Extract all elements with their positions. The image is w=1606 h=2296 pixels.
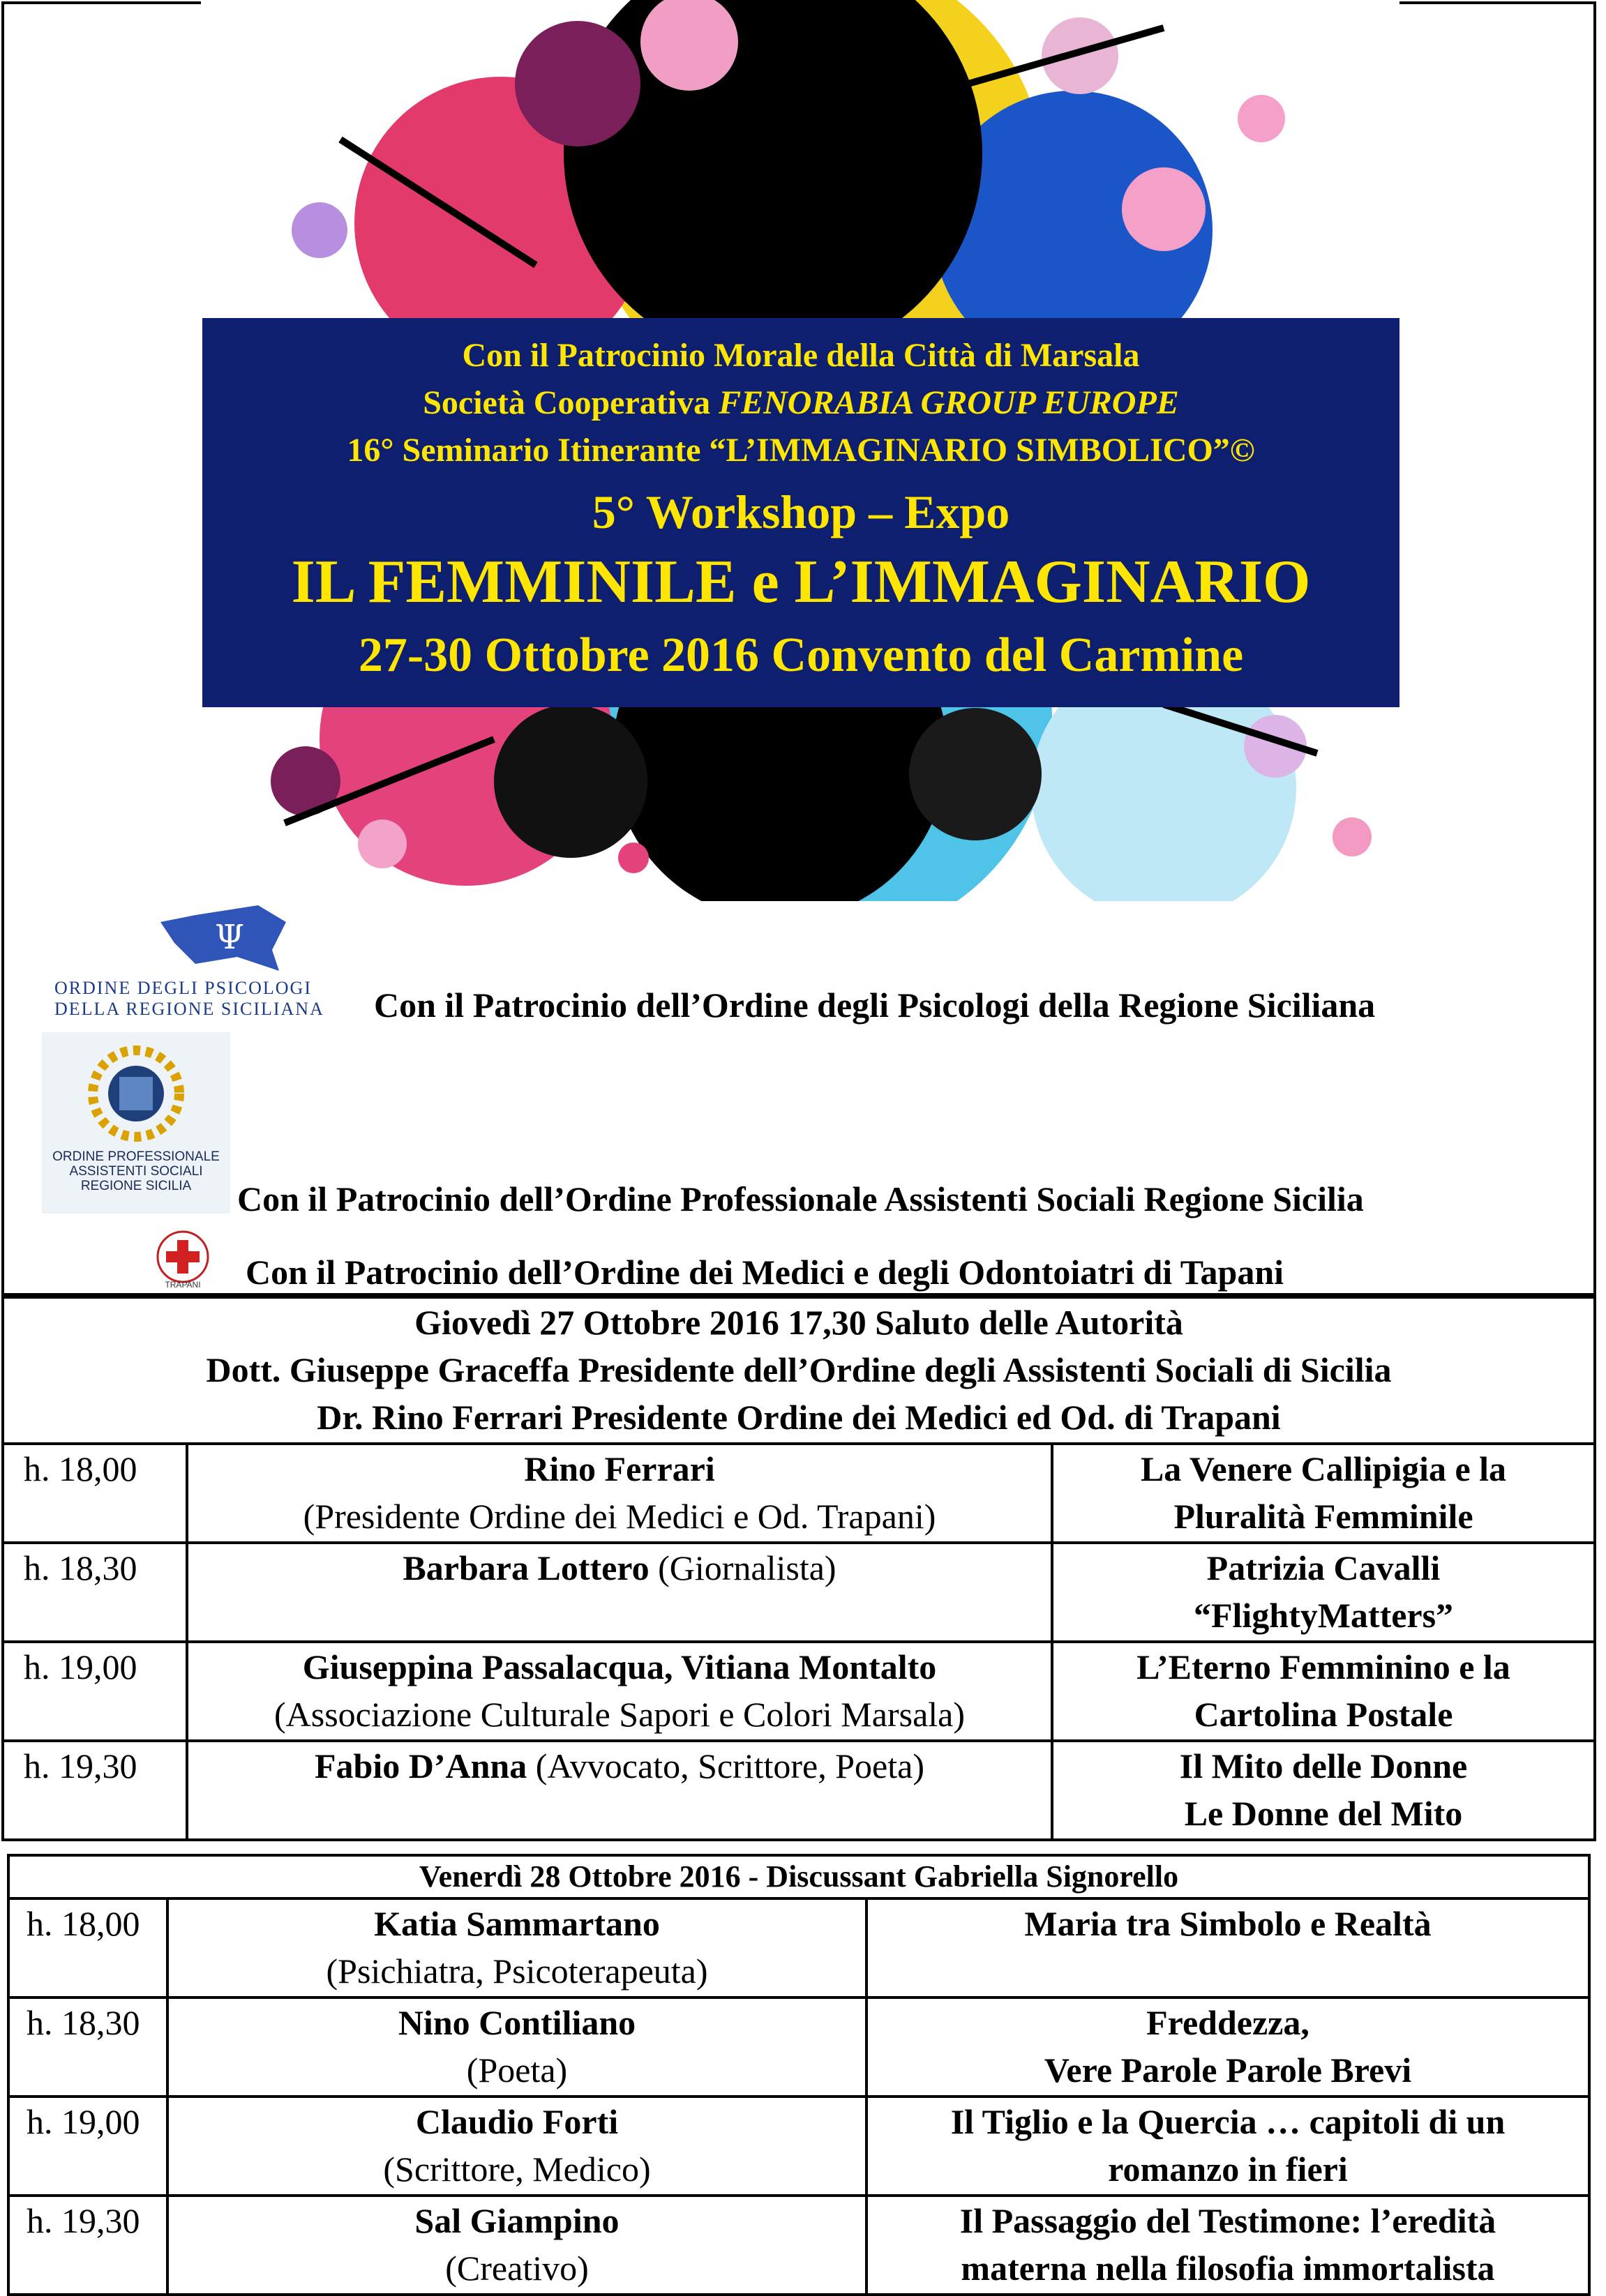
topic-cell: L’Eterno Femminino e la Cartolina Postale [1052,1642,1595,1741]
topic-cell: Maria tra Simbolo e Realtà [866,1898,1589,1997]
time-cell: h. 19,30 [8,2196,167,2295]
speaker-cell: Katia Sammartano (Psichiatra, Psicoterapeuta) [167,1898,866,1997]
day2-header: Venerdì 28 Ottobre 2016 - Discussant Gabriella Signorello [8,1855,1589,1898]
table-row [8,1898,1589,1997]
day1-header-graceffa: Dott. Giuseppe Graceffa Presidente dell’Ordine degli Assistenti Sociali di Sicilia [206,1350,1392,1389]
banner-title: IL FEMMINILE e L’IMMAGINARIO [291,548,1311,616]
time-cell: h. 18,00 [3,1444,187,1543]
speaker-cell: Claudio Forti (Scrittore, Medico) [167,2097,866,2196]
topic-cell: Freddezza, Vere Parole Parole Brevi [866,1997,1589,2097]
medical-cross-icon [152,1229,213,1290]
table-row [3,1444,1595,1543]
day2-schedule-table [7,1854,1591,2296]
banner-patronage-line: Con il Patrocinio Morale della Città di Marsala [462,337,1140,374]
table-row [3,1642,1595,1741]
table-row [8,1997,1589,2097]
table-row [3,1741,1595,1840]
table-row [3,1543,1595,1642]
day1-header-ferrari: Dr. Rino Ferrari Presidente Ordine dei Medici ed Od. di Trapani [317,1398,1281,1437]
patronage-psicologi: Con il Patrocinio dell’Ordine degli Psicologi della Regione Siciliana [374,985,1376,1025]
banner-cooperative-line: Società Cooperativa FENORABIA GROUP EUROPE [423,384,1179,421]
topic-cell: Il Mito delle Donne Le Donne del Mito [1052,1741,1595,1840]
banner-workshop-line: 5° Workshop – Expo [592,485,1010,538]
speaker-cell: Rino Ferrari (Presidente Ordine dei Medici e Od. Trapani) [187,1444,1052,1543]
svg-text:Ψ: Ψ [215,918,245,957]
sicily-psi-icon [153,901,293,978]
time-cell: h. 19,30 [3,1741,187,1840]
table-row [8,2097,1589,2196]
day1-header-date: Giovedì 27 Ottobre 2016 17,30 Saluto delle Autorità [414,1303,1183,1342]
banner-seminar-line: 16° Seminario Itinerante “L’IMMAGINARIO SIMBOLICO”© [347,432,1255,469]
time-cell: h. 19,00 [3,1642,187,1741]
assistenti-sociali-logo: ORDINE PROFESSIONALE ASSISTENTI SOCIALI REGIONE SICILIA [42,1032,230,1214]
patronage-medici: Con il Patrocinio dell’Ordine dei Medici e degli Odontoiatri di Tapani [246,1253,1284,1292]
topic-cell: Patrizia Cavalli “FlightyMatters” [1052,1543,1595,1642]
topic-cell: Il Passaggio del Testimone: l’eredità materna nella filosofia immortalista [866,2196,1589,2295]
time-cell: h. 19,00 [8,2097,167,2196]
speaker-cell: Barbara Lottero (Giornalista) [187,1543,1052,1642]
table-row [8,2196,1589,2295]
sunburst-icon [42,1032,230,1144]
day1-header-row [3,1297,1595,1444]
time-cell: h. 18,30 [3,1543,187,1642]
time-cell: h. 18,30 [8,1997,167,2097]
psicologi-logo: Ψ ORDINE DEGLI PSICOLOGI DELLA REGIONE SICILIANA [49,900,363,1025]
topic-cell: Il Tiglio e la Quercia … capitoli di un romanzo in fieri [866,2097,1589,2196]
banner-dates: 27-30 Ottobre 2016 Convento del Carmine [358,628,1244,682]
speaker-cell: Sal Giampino (Creativo) [167,2196,866,2295]
event-banner [202,318,1399,707]
day1-schedule-table [1,1296,1596,1841]
speaker-cell: Giuseppina Passalacqua, Vitiana Montalto (Associazione Culturale Sapori e Colori Marsala) [187,1642,1052,1741]
patronage-assistenti: Con il Patrocinio dell’Ordine Professionale Assistenti Sociali Regione Sicilia [237,1179,1364,1218]
svg-text:TRAPANI: TRAPANI [165,1280,201,1290]
topic-cell: La Venere Callipigia e la Pluralità Femminile [1052,1444,1595,1543]
day2-header-row [8,1855,1589,1898]
time-cell: h. 18,00 [8,1898,167,1997]
speaker-cell: Nino Contiliano (Poeta) [167,1997,866,2097]
speaker-cell: Fabio D’Anna (Avvocato, Scrittore, Poeta) [187,1741,1052,1840]
medici-logo [152,1229,213,1290]
